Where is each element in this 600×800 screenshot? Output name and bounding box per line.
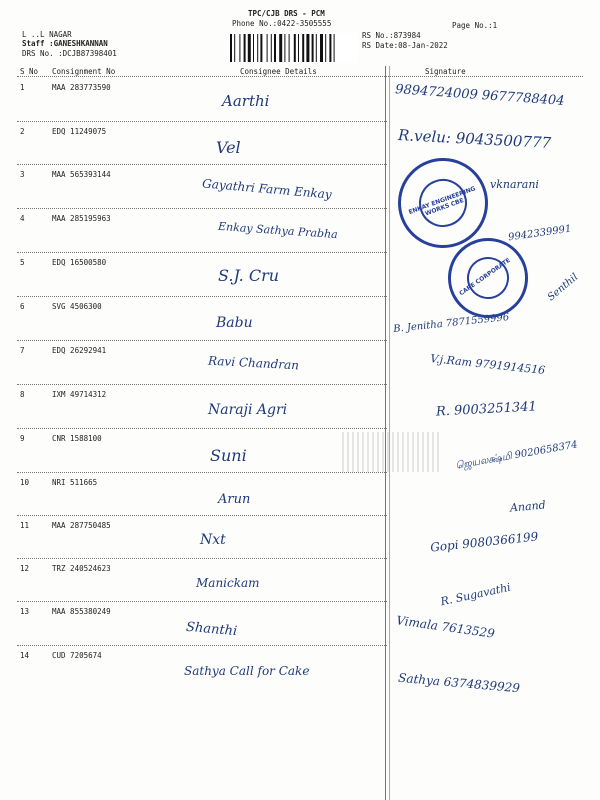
row-consignee: Shanthi [185, 619, 238, 640]
row-consignment: MAA 285195963 [52, 214, 111, 223]
row-consignee: Babu [216, 315, 253, 331]
row-consignee: Naraji Agri [208, 402, 288, 418]
column-header-signature: Signature [425, 67, 466, 76]
barcode-bar [260, 34, 262, 62]
row-consignee: Manickam [196, 576, 260, 590]
barcode-bar [239, 34, 240, 62]
barcode-bar [234, 34, 235, 62]
row-consignment: MAA 855380249 [52, 607, 111, 616]
row-signature: V.j.Ram 9791914516 [429, 352, 546, 377]
row-consignee: Sathya Call for Cake [184, 664, 310, 678]
row-signature: vknarani [490, 178, 539, 191]
row-sno: 5 [20, 258, 25, 267]
row-consignee: Aarthi [222, 92, 270, 110]
phone-number: Phone No.:0422-3505555 [232, 19, 332, 28]
row-consignment: TRZ 240524623 [52, 564, 111, 573]
row-divider [17, 164, 387, 165]
barcode-bar [289, 34, 290, 62]
row-consignment: EDQ 16500580 [52, 258, 107, 267]
barcode-bar [284, 34, 285, 62]
row-signature: B. Jenitha 7871559996 [392, 311, 510, 336]
row-sno: 11 [20, 521, 30, 530]
row-signature: ஜெயலக்ஷ்மி 9020658374 [454, 439, 579, 472]
row-consignee: Ravi Chandran [207, 353, 300, 373]
row-signature: R. Sugavathi [439, 580, 512, 609]
barcode-bar [253, 34, 254, 62]
row-divider [17, 472, 387, 473]
row-sno: 13 [20, 607, 30, 616]
column-header-sno: S No [20, 67, 39, 76]
row-consignee: Nxt [200, 532, 226, 548]
row-consignment: MAA 283773590 [52, 83, 111, 92]
row-consignee: Enkay Sathya Prabha [217, 219, 339, 242]
barcode-bar [248, 34, 251, 62]
barcode-bar [271, 34, 272, 62]
row-signature: 9894724009 9677788404 [394, 82, 565, 109]
row-consignee: Gayathri Farm Enkay [201, 176, 333, 202]
row-divider [17, 428, 387, 429]
row-consignment: CUD 7205674 [52, 651, 102, 660]
row-sno: 6 [20, 302, 25, 311]
row-consignment: EDQ 26292941 [52, 346, 107, 355]
row-divider [17, 601, 387, 602]
row-signature: Senthil [545, 271, 581, 304]
rs-number: RS No.:873984 [362, 31, 421, 40]
row-consignee: Vel [216, 138, 241, 157]
barcode-bar [316, 34, 317, 62]
staff-name: Staff :GANESHKANNAN [22, 39, 108, 48]
barcode-bar [334, 34, 335, 62]
row-consignment: NRI 511665 [52, 478, 98, 487]
row-consignment: SVG 4506300 [52, 302, 102, 311]
barcode-bar [329, 34, 331, 62]
row-signature: R.velu: 9043500777 [397, 126, 552, 152]
rs-date: RS Date:08-Jan-2022 [362, 41, 448, 50]
barcode-bar [298, 34, 299, 62]
barcode-bar [279, 34, 282, 62]
barcode-bar [312, 34, 314, 62]
row-divider [17, 340, 387, 341]
row-sno: 2 [20, 127, 25, 136]
barcode-bar [306, 34, 309, 62]
row-sno: 14 [20, 651, 30, 660]
barcode-bar [274, 34, 276, 62]
row-signature: Anand [509, 498, 547, 515]
row-signature: R. 9003251341 [435, 399, 538, 420]
row-divider [17, 384, 387, 385]
engineering-stamp-text: ENKAY ENGINEERING WORKS CBE [407, 185, 477, 218]
page-number: Page No.:1 [452, 21, 498, 30]
care-stamp-text: CARE CORPORATE [458, 256, 512, 298]
barcode-bar [320, 34, 323, 62]
row-sno: 7 [20, 346, 25, 355]
row-sno: 3 [20, 170, 25, 179]
row-sno: 1 [20, 83, 25, 92]
row-consignee: Arun [218, 492, 251, 507]
row-divider [17, 121, 387, 122]
row-divider [17, 296, 387, 297]
barcode-bar [244, 34, 246, 62]
row-consignee: S.J. Cru [218, 266, 280, 285]
row-sno: 10 [20, 478, 30, 487]
row-signature: Gopi 9080366199 [429, 529, 539, 555]
row-divider [17, 208, 387, 209]
row-signature: Vimala 7613529 [395, 613, 496, 641]
row-sno: 9 [20, 434, 25, 443]
barcode-bar [294, 34, 296, 62]
report-title: TPC/CJB DRS - PCM [248, 9, 325, 18]
barcode-bar [267, 34, 268, 62]
row-divider [17, 515, 387, 516]
drs-number: DRS No. :DCJB87398401 [22, 49, 117, 58]
row-consignment: EDQ 11249075 [52, 127, 107, 136]
row-signature: 9942339991 [507, 223, 573, 244]
barcode [228, 33, 358, 63]
row-sno: 8 [20, 390, 25, 399]
row-consignee: Suni [210, 446, 247, 465]
column-header-consignment: Consignment No [52, 67, 116, 76]
row-divider [17, 558, 387, 559]
row-sno: 4 [20, 214, 25, 223]
barcode-bar [325, 34, 326, 62]
branch-name: L ..L NAGAR [22, 30, 72, 39]
column-header-consignee: Consignee Details [240, 67, 317, 76]
row-consignment: MAA 287750485 [52, 521, 111, 530]
header-divider [17, 76, 583, 77]
row-consignment: CNR 1588100 [52, 434, 102, 443]
row-consignment: MAA 565393144 [52, 170, 111, 179]
row-divider [17, 252, 387, 253]
row-divider [17, 645, 387, 646]
barcode-bar [257, 34, 258, 62]
row-consignment: IXM 49714312 [52, 390, 107, 399]
row-sno: 12 [20, 564, 30, 573]
barcode-bar [230, 34, 232, 62]
faint-stamp-mark [342, 432, 442, 472]
row-signature: Sathya 6374839929 [397, 670, 521, 696]
barcode-bar [302, 34, 304, 62]
